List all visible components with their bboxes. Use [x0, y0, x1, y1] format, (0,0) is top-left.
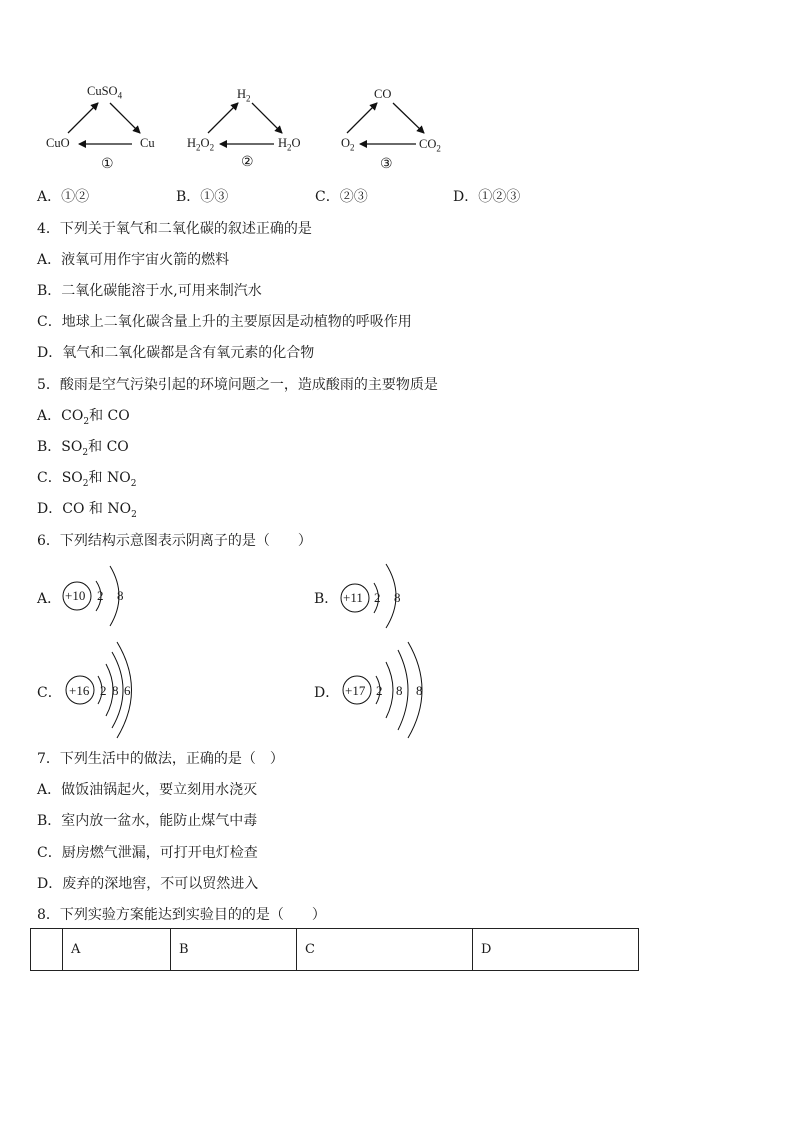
- q6-b-shell-2: 8: [394, 590, 401, 605]
- q6-d-shell-3: 8: [416, 683, 423, 698]
- diagram-2-top-formula: $H_2$: [237, 87, 251, 104]
- diagram-3-right-formula: $CO_2$: [419, 137, 441, 154]
- q6-stem: 6．下列结构示意图表示阴离子的是（ ）: [37, 533, 312, 549]
- diagram-3-top-formula: CO: [374, 87, 392, 101]
- q7-option-b[interactable]: B．室内放一盆水，能防止煤气中毒: [37, 813, 258, 829]
- q4-option-b[interactable]: B．二氧化碳能溶于水,可用来制汽水: [37, 283, 262, 299]
- q3-option-b[interactable]: B．①③: [176, 189, 229, 205]
- q8-options-table: [30, 928, 639, 971]
- q6-c-shell-3: 6: [124, 683, 131, 698]
- q5-option-a[interactable]: A．$CO_2$和 CO: [37, 408, 130, 427]
- q6-d-shell-2: 8: [396, 683, 403, 698]
- arrow-co-to-co2: [393, 103, 424, 133]
- diagram-2-right-formula: $H_2O$: [278, 136, 301, 153]
- q5-option-b[interactable]: B．$SO_2$和 CO: [37, 439, 129, 458]
- diagram-1-left-formula: CuO: [46, 136, 70, 150]
- arrow-h2-to-h2o: [252, 103, 282, 133]
- q3-option-a[interactable]: A．①②: [37, 189, 90, 205]
- q6-b-nucleus: +11: [343, 590, 363, 605]
- q6-option-c-letter[interactable]: C．: [37, 685, 62, 701]
- q6-a-shell-1: 2: [97, 588, 104, 603]
- q4-option-a[interactable]: A．液氧可用作宇宙火箭的燃料: [37, 252, 230, 268]
- q5-option-d[interactable]: D．CO 和 $NO_2$: [37, 501, 137, 520]
- q6-d-nucleus: +17: [345, 683, 366, 698]
- table-row: [31, 929, 639, 971]
- q6-option-a-letter[interactable]: A．: [37, 591, 62, 607]
- electron-shell-arc: [386, 662, 393, 718]
- arrow-cuo-to-cuso4: [68, 103, 98, 133]
- q4-option-c[interactable]: C．地球上二氧化碳含量上升的主要原因是动植物的呼吸作用: [37, 314, 412, 330]
- arrow-h2o2-to-h2: [208, 103, 238, 133]
- diagram-2-left-formula: $H_2O_2$: [187, 136, 215, 153]
- q3-option-d[interactable]: D．①②③: [453, 189, 521, 205]
- q7-option-c[interactable]: C．厨房燃气泄漏，可打开电灯检查: [37, 845, 258, 861]
- q4-stem: 4．下列关于氧气和二氧化碳的叙述正确的是: [37, 221, 312, 237]
- diagram-3-number: ③: [380, 156, 393, 172]
- q6-c-shell-2: 8: [112, 683, 119, 698]
- q7-stem: 7．下列生活中的做法，正确的是（ ）: [37, 751, 284, 767]
- q7-option-d[interactable]: D．废弃的深地窖，不可以贸然进入: [37, 876, 259, 892]
- table-header-c[interactable]: C: [297, 929, 473, 971]
- table-header-a[interactable]: A: [63, 929, 171, 971]
- q7-option-a[interactable]: A．做饭油锅起火，要立刻用水浇灭: [37, 782, 258, 798]
- q6-option-b-letter[interactable]: B．: [314, 591, 339, 607]
- diagram-1-top-formula: CuSO$_4$: [87, 84, 123, 101]
- q6-c-shell-1: 2: [100, 683, 107, 698]
- q5-stem: 5．酸雨是空气污染引起的环境问题之一，造成酸雨的主要物质是: [37, 377, 438, 393]
- q5-option-c[interactable]: C．$SO_2$和 $NO_2$: [37, 470, 137, 489]
- arrow-o2-to-co: [347, 103, 377, 133]
- diagram-1-number: ①: [101, 156, 114, 172]
- q6-c-nucleus: +16: [69, 683, 90, 698]
- diagram-3-left-formula: $O_2$: [341, 136, 355, 153]
- q6-a-shell-2: 8: [117, 588, 124, 603]
- q8-stem: 8．下列实验方案能达到实验目的的是（ ）: [37, 907, 326, 923]
- q3-option-c[interactable]: C．②③: [315, 189, 368, 205]
- q6-b-shell-1: 2: [374, 590, 381, 605]
- table-header-d[interactable]: D: [473, 929, 639, 971]
- diagram-1-right-formula: Cu: [140, 136, 155, 150]
- q6-a-nucleus: +10: [65, 588, 86, 603]
- arrow-cuso4-to-cu: [110, 103, 140, 133]
- diagram-2-number: ②: [241, 154, 254, 170]
- q6-d-shell-1: 2: [376, 683, 383, 698]
- table-header-b[interactable]: B: [171, 929, 297, 971]
- q4-option-d[interactable]: D．氧气和二氧化碳都是含有氧元素的化合物: [37, 345, 315, 361]
- q6-option-d-letter[interactable]: D．: [314, 685, 340, 701]
- table-corner-cell: [31, 929, 63, 971]
